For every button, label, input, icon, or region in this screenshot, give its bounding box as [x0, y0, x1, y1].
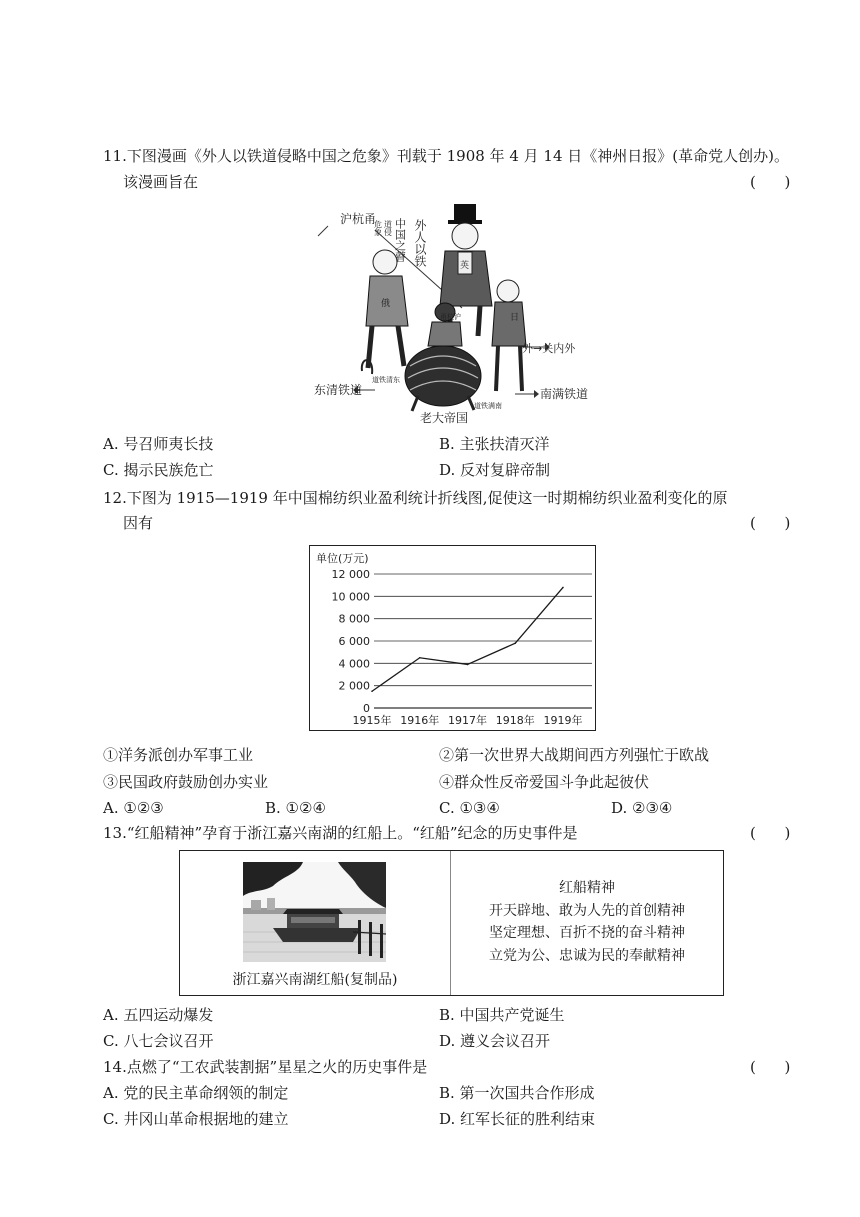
chart-y-tick-label: 6 000 — [338, 635, 370, 648]
q11-option-b[interactable]: B. 主张扶清灭洋 — [439, 435, 550, 453]
chart-y-tick-label: 2 000 — [338, 679, 370, 693]
chart-y-tick-label: 0 — [363, 702, 370, 715]
q12-stem-line1: 12.下图为 1915—1919 年中国棉纺织业盈利统计折线图,促使这一时期棉纺织业盈利变化的原 — [103, 489, 728, 507]
q13-option-d[interactable]: D. 遵义会议召开 — [439, 1032, 551, 1050]
cartoon-label-right-tag: 日 — [510, 313, 520, 323]
cartoon-label-left-top: 沪杭甬 — [340, 212, 377, 226]
cartoon-label-left-bottom: 东清铁道 — [314, 383, 363, 397]
chart-data-point — [514, 642, 516, 644]
cotton-profit-line-chart — [310, 546, 597, 732]
q12-item-3: ③民国政府鼓励创办实业 — [103, 773, 269, 791]
q12-option-a[interactable]: A. ①②③ — [103, 799, 164, 817]
red-boat-caption: 浙江嘉兴南湖红船(复制品) — [232, 972, 398, 988]
q13-stem: 13.“红船精神”孕育于浙江嘉兴南湖的红船上。“红船”纪念的历史事件是 — [103, 824, 578, 842]
q13-answer-paren: ( ) — [750, 824, 791, 842]
spirit-title: 红船精神 — [559, 880, 615, 896]
cartoon-label-left-small: 危象 — [373, 220, 383, 236]
q12-item-4: ④群众性反帝爱国斗争此起彼伏 — [439, 773, 650, 791]
q11-option-c[interactable]: C. 揭示民族危亡 — [103, 461, 214, 479]
q14-answer-paren: ( ) — [750, 1058, 791, 1076]
q13-option-c[interactable]: C. 八七会议召开 — [103, 1032, 214, 1050]
red-boat-panel — [179, 850, 724, 996]
spirit-line-2: 坚定理想、百折不挠的奋斗精神 — [489, 925, 685, 941]
cartoon-label-mid-tag: 甬杭沪 — [440, 313, 461, 321]
chart-data-point — [467, 664, 469, 666]
chart-data-point — [371, 690, 373, 692]
cartoon-label-top-small: 道侵 — [383, 220, 393, 236]
cartoon-label-right-bottom: 南满铁道 — [540, 387, 589, 401]
q14-option-b[interactable]: B. 第一次国共合作形成 — [439, 1084, 595, 1102]
cartoon-label-right-bottom-small: 道铁满南 — [474, 402, 502, 410]
q14-stem: 14.点燃了“工农武装割据”星星之火的历史事件是 — [103, 1058, 428, 1076]
cartoon-label-left-bottom-small: 道铁清东 — [372, 376, 400, 384]
chart-y-label: 单位(万元) — [316, 552, 369, 565]
cartoon-label-top-right: 外人以铁 — [413, 219, 427, 267]
cartoon-label-right-arrow: 外→关内外 — [522, 342, 576, 355]
red-boat-photo — [243, 862, 386, 962]
q13-option-b[interactable]: B. 中国共产党诞生 — [439, 1006, 565, 1024]
q12-option-c[interactable]: C. ①③④ — [439, 799, 500, 817]
q12-option-b[interactable]: B. ①②④ — [265, 799, 326, 817]
cartoon-label-chest-tag: 英 — [460, 261, 470, 271]
q12-answer-paren: ( ) — [750, 514, 791, 532]
chart-x-tick-label: 1915年 — [352, 714, 392, 727]
q12-option-d[interactable]: D. ②③④ — [611, 799, 673, 817]
chart-y-tick-label: 10 000 — [331, 590, 370, 604]
q11-stem-line1: 11.下图漫画《外人以铁道侵略中国之危象》刊载于 1908 年 4 月 14 日《神州日报》(革命党人创办)。 — [103, 147, 789, 165]
q12-item-1: ①洋务派创办军事工业 — [103, 746, 254, 764]
chart-x-tick-label: 1917年 — [448, 714, 487, 727]
chart-y-tick-label: 8 000 — [338, 612, 370, 626]
q14-option-c[interactable]: C. 井冈山革命根据地的建立 — [103, 1110, 289, 1128]
q12-stem-line2: 因有 — [123, 514, 154, 532]
cartoon-caption: 老大帝国 — [420, 411, 469, 425]
q11-stem-line2: 该漫画旨在 — [123, 173, 199, 191]
q14-option-a[interactable]: A. 党的民主革命纲领的制定 — [103, 1084, 289, 1102]
spirit-line-1: 开天辟地、敢为人先的首创精神 — [489, 902, 685, 919]
q14-option-d[interactable]: D. 红军长征的胜利结束 — [439, 1110, 596, 1128]
railway-cartoon — [300, 196, 589, 428]
q12-item-2: ②第一次世界大战期间西方列强忙于欧战 — [439, 746, 710, 764]
chart-data-point — [562, 587, 564, 589]
chart-data-point — [419, 657, 421, 659]
chart-x-tick-label: 1918年 — [495, 714, 535, 727]
q13-option-a[interactable]: A. 五四运动爆发 — [103, 1006, 214, 1024]
q11-answer-paren: ( ) — [750, 173, 791, 191]
chart-x-tick-label: 1919年 — [543, 714, 583, 727]
cartoon-label-left-figure: 俄 — [381, 299, 391, 309]
red-boat-spirit — [451, 877, 723, 967]
q11-option-a[interactable]: A. 号召师夷长技 — [103, 435, 214, 453]
cotton-profit-chart — [309, 545, 596, 731]
chart-x-tick-label: 1916年 — [400, 714, 440, 727]
chart-series-line — [372, 587, 563, 691]
spirit-line-3: 立党为公、忠诚为民的奉献精神 — [489, 947, 685, 964]
q11-option-d[interactable]: D. 反对复辟帝制 — [439, 461, 551, 479]
chart-y-tick-label: 4 000 — [338, 657, 370, 671]
chart-y-tick-label: 12 000 — [331, 568, 370, 581]
cartoon-label-top-mid: 中国之瞽 — [393, 218, 407, 262]
